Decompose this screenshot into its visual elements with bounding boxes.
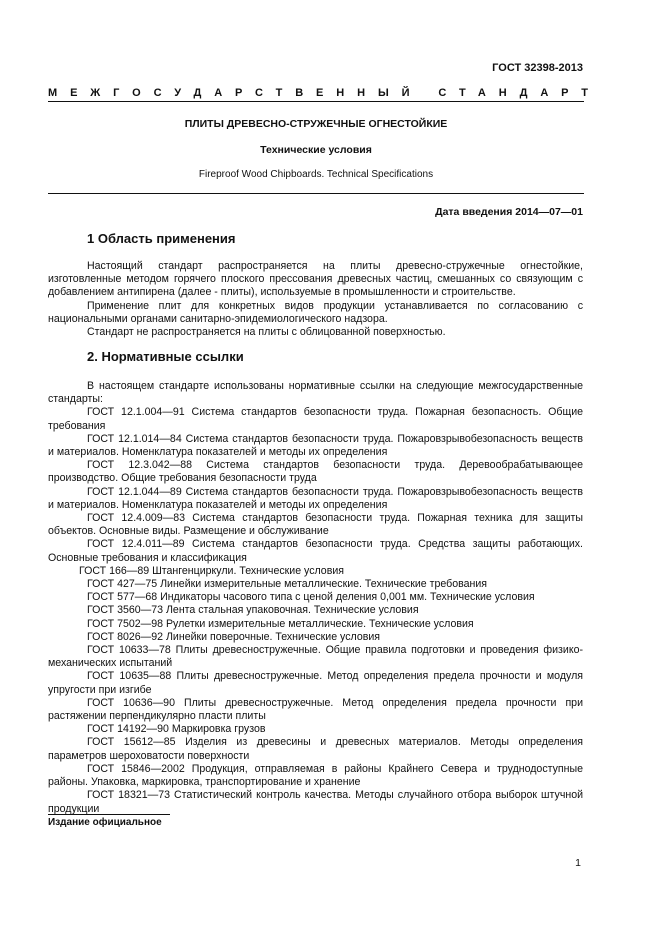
reference-item: ГОСТ 15846—2002 Продукция, отправляемая в районы Крайнего Севера и труднодоступные районы. Упаковка, маркировка, транспортирование и хранение <box>48 762 583 789</box>
document-subtitle: Технические условия <box>260 144 372 156</box>
reference-item: ГОСТ 12.4.009—83 Система стандартов безопасности труда. Пожарная техника для защиты объектов. Основные виды. Размещение и обслуживание <box>48 512 583 538</box>
reference-item: ГОСТ 166—89 Штангенциркули. Технические условия <box>79 564 344 577</box>
section-1-body <box>48 260 583 339</box>
reference-item: ГОСТ 15612—85 Изделия из древесины и древесных материалов. Методы определения параметров шероховатости поверхности <box>48 736 583 762</box>
reference-item: ГОСТ 8026—92 Линейки поверочные. Технические условия <box>87 630 380 643</box>
reference-item: ГОСТ 12.1.014—84 Система стандартов безопасности труда. Пожаровзрывобезопасность веществ и материалов. Номенклатура показателей и методы их определения <box>48 432 583 459</box>
reference-item: ГОСТ 14192—90 Маркировка грузов <box>87 723 266 736</box>
header-rule <box>48 101 584 102</box>
paragraph: В настоящем стандарте использованы нормативные ссылки на следующие межгосударственные стандарты: <box>48 380 583 406</box>
section-2-body <box>48 380 583 816</box>
edition-label: Издание официальное <box>48 817 162 828</box>
reference-item: ГОСТ 18321—73 Статистический контроль качества. Методы случайного отбора выборок штучной продукции <box>48 789 583 815</box>
paragraph: Настоящий стандарт распространяется на плиты древесно-стружечные огнестойкие, изготовленные методом горячего плоского прессования древесных частиц, смешанных со связующим с добавлением антипирена (далее - плиты), используемые в промышленности и строительстве. <box>48 260 583 299</box>
reference-item: ГОСТ 7502—98 Рулетки измерительные металлические. Технические условия <box>87 617 474 630</box>
reference-item: ГОСТ 12.1.004—91 Система стандартов безопасности труда. Пожарная безопасность. Общие требования <box>48 406 583 432</box>
paragraph: Применение плит для конкретных видов продукции устанавливается по согласованию с национальными органами санитарно-эпидемиологического надзора. <box>48 299 583 325</box>
reference-item: ГОСТ 10633—78 Плиты древесностружечные. Общие правила подготовки и проведения физико-механических испытаний <box>48 644 583 670</box>
section-1-heading: 1 Область применения <box>87 231 236 246</box>
paragraph: Стандарт не распространяется на плиты с облицованной поверхностью. <box>87 326 446 339</box>
reference-item: ГОСТ 3560—73 Лента стальная упаковочная. Технические условия <box>87 604 419 617</box>
reference-item: ГОСТ 427—75 Линейки измерительные металлические. Технические требования <box>87 578 487 591</box>
reference-item: ГОСТ 12.1.044—89 Система стандартов безопасности труда. Пожаровзрывобезопасность веществ и материалов. Номенклатура показателей и методы их определения <box>48 485 583 511</box>
reference-item: ГОСТ 10635—88 Плиты древесностружечные. Метод определения предела прочности и модуля упругости при изгибе <box>48 670 583 696</box>
english-title: Fireproof Wood Chipboards. Technical Specifications <box>198 169 434 180</box>
page-number: 1 <box>575 857 581 869</box>
reference-item: ГОСТ 12.3.042—88 Система стандартов безопасности труда. Деревообрабатывающее производство. Общие требования безопасности труда <box>48 459 583 485</box>
interstate-standard-label: МЕЖГОСУДАРСТВЕННЫЙ СТАНДАРТ <box>48 87 601 99</box>
introduction-date: Дата введения 2014—07—01 <box>435 206 583 218</box>
footer-rule <box>48 814 170 815</box>
title-rule <box>48 193 584 194</box>
section-2-heading: 2. Нормативные ссылки <box>87 349 244 364</box>
reference-item: ГОСТ 577—68 Индикаторы часового типа с ценой деления 0,001 мм. Технические условия <box>87 591 535 604</box>
reference-item: ГОСТ 10636—90 Плиты древесностружечные. Метод определения предела прочности при растяжении перпендикулярно пласти плиты <box>48 696 583 723</box>
gost-number: ГОСТ 32398-2013 <box>492 62 583 74</box>
reference-item: ГОСТ 12.4.011—89 Система стандартов безопасности труда. Средства защиты работающих. Основные требования и классификация <box>48 538 583 564</box>
document-title: ПЛИТЫ ДРЕВЕСНО-СТРУЖЕЧНЫЕ ОГНЕСТОЙКИЕ <box>184 118 448 130</box>
